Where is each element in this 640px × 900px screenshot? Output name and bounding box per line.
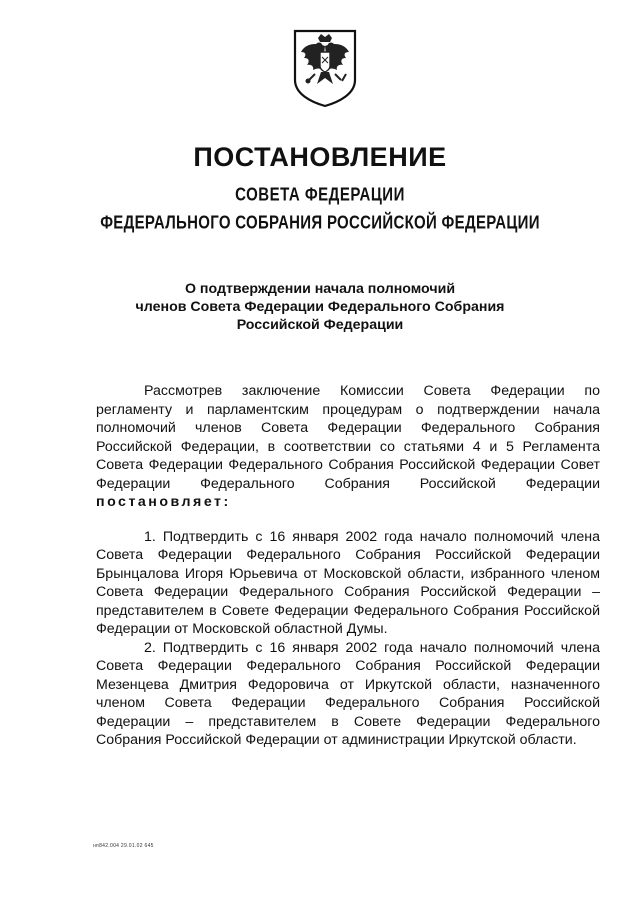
resolution-item: 2. Подтвердить с 16 января 2002 года начало полномочий члена Совета Федерации Федерального Собрания Российской Федерации Мезенцева Дмитрия Федоровича от Иркутской области, назначенного членом Совета Федерации Федерального Собрания Российской Федерации – представителем в Совете Федерации Федерального Собрания Российской Федерации от администрации Иркутской области. (96, 639, 600, 748)
document-title: ПОСТАНОВЛЕНИЕ (193, 142, 447, 172)
issuing-body: СОВЕТА ФЕДЕРАЦИИ (235, 184, 405, 206)
preamble-paragraph (96, 382, 600, 512)
preamble-text: Рассмотрев заключение Комиссии Совета Федерации по регламенту и парламентским процедурам о подтверждении начала полномочий членов Совета Федерации Федерального Собрания Российской Федерации, в соответствии со статьями 4 и 5 Регламента Совета Федерации Федерального Собрания Российской Федерации Совет Федерации Федерального Собрания Российской Федерации (96, 383, 600, 492)
resolution-item: 1. Подтвердить с 16 января 2002 года начало полномочий члена Совета Федерации Федерального Собрания Российской Федерации Брынцалова Игоря Юрьевича от Московской области, избранного членом Совета Федерации Федерального Собрания Российской Федерации – представителем в Совете Федерации Федерального Собрания Российской Федерации от Московской областной Думы. (96, 528, 600, 637)
paragraph-gap (96, 512, 600, 528)
subject-line: членов Совета Федерации Федерального Собрания (135, 299, 505, 315)
subject-line: Российской Федерации (236, 317, 404, 333)
decree-word: постановляет: (96, 494, 231, 510)
document-code: нп842.004 29.01.02 645 (93, 843, 154, 849)
document-body (96, 382, 600, 750)
russian-coat-of-arms-icon (291, 28, 359, 108)
document-subject (0, 280, 640, 334)
subject-line: О подтверждении начала полномочий (184, 281, 456, 297)
issuing-body-parent: ФЕДЕРАЛЬНОГО СОБРАНИЯ РОССИЙСКОЙ ФЕДЕРАЦИИ (100, 212, 540, 234)
